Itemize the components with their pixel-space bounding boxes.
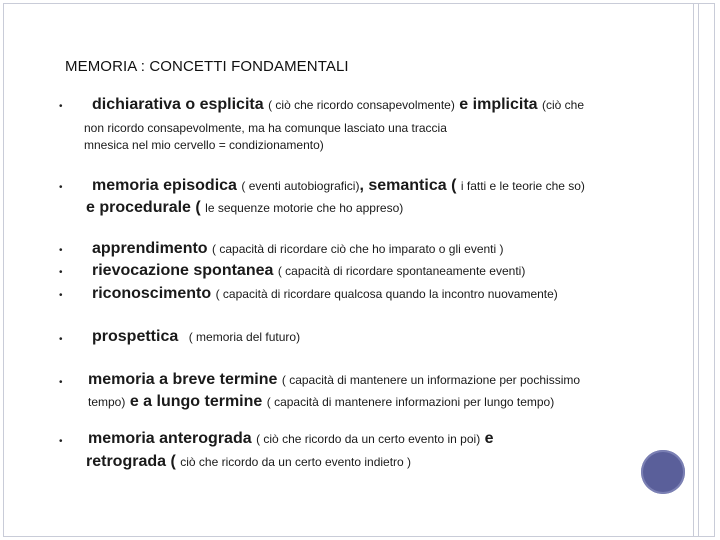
note-prospettica: ( memoria del futuro) bbox=[188, 330, 301, 344]
term-lungo-termine: e a lungo termine bbox=[129, 393, 263, 410]
note-retrograda: ciò che ricordo da un certo evento indietro ) bbox=[180, 455, 412, 469]
item-breve-termine-line1 bbox=[88, 371, 580, 389]
term-prospettica: prospettica bbox=[92, 328, 179, 345]
note-riconoscimento: ( capacità di ricordare qualcosa quando la incontro nuovamente) bbox=[215, 287, 558, 301]
bullet: • bbox=[59, 245, 63, 256]
item-retrograda-line2 bbox=[86, 453, 411, 471]
slide-title: MEMORIA : CONCETTI FONDAMENTALI bbox=[65, 58, 349, 75]
item-dichiarativa-line1 bbox=[92, 96, 584, 114]
term-breve-termine: memoria a breve termine bbox=[88, 371, 278, 388]
item-rievocazione bbox=[92, 262, 525, 280]
note-implicita: (ciò che bbox=[542, 98, 585, 112]
item-prospettica bbox=[92, 328, 300, 346]
term-procedurale: e procedurale ( bbox=[86, 199, 201, 216]
term-dichiarativa: dichiarativa o esplicita bbox=[92, 96, 264, 113]
term-retrograda: retrograda ( bbox=[86, 453, 176, 470]
item-dichiarativa-line3: mnesica nel mio cervello = condizionamento) bbox=[84, 138, 324, 152]
bullet: • bbox=[59, 377, 63, 388]
term-rievocazione: rievocazione spontanea bbox=[92, 262, 274, 279]
note-breve-termine: ( capacità di mantenere un informazione per pochissimo bbox=[281, 373, 581, 387]
note-anterograda: ( ciò che ricordo da un certo evento in poi) bbox=[256, 432, 481, 446]
term-semantica: , semantica ( bbox=[359, 177, 457, 194]
item-episodica-line1 bbox=[92, 177, 585, 195]
bullet: • bbox=[59, 267, 63, 278]
item-episodica-line2 bbox=[86, 199, 403, 217]
term-episodica: memoria episodica bbox=[92, 177, 237, 194]
item-dichiarativa-line2: non ricordo consapevolmente, ma ha comunque lasciato una traccia bbox=[84, 121, 447, 135]
item-riconoscimento bbox=[92, 285, 558, 303]
note-episodica: ( eventi autobiografici) bbox=[241, 179, 360, 193]
note-semantica: i fatti e le teorie che so) bbox=[460, 179, 585, 193]
note-lungo-termine: ( capacità di mantenere informazioni per lungo tempo) bbox=[266, 395, 555, 409]
bullet: • bbox=[59, 101, 63, 112]
term-anterograda: memoria anterograda bbox=[88, 430, 252, 447]
note-rievocazione: ( capacità di ricordare spontaneamente eventi) bbox=[277, 264, 526, 278]
slide-frame-right-line bbox=[693, 3, 694, 536]
note-dichiarativa: ( ciò che ricordo consapevolmente) bbox=[268, 98, 455, 112]
item-apprendimento bbox=[92, 240, 504, 258]
term-apprendimento: apprendimento bbox=[92, 240, 208, 257]
note-breve-termine-cont: tempo) bbox=[88, 395, 126, 409]
bullet: • bbox=[59, 290, 63, 301]
slide-frame-inner-line bbox=[698, 3, 699, 536]
bullet: • bbox=[59, 436, 63, 447]
item-breve-termine-line2 bbox=[88, 393, 554, 411]
note-procedurale: le sequenze motorie che ho appreso) bbox=[205, 201, 404, 215]
term-e: e bbox=[484, 430, 494, 447]
item-anterograda-line1 bbox=[88, 430, 494, 448]
decorative-circle bbox=[641, 450, 685, 494]
bullet: • bbox=[59, 182, 63, 193]
note-apprendimento: ( capacità di ricordare ciò che ho imparato o gli eventi ) bbox=[212, 242, 504, 256]
bullet: • bbox=[59, 334, 63, 345]
term-implicita: e implicita bbox=[459, 96, 538, 113]
term-riconoscimento: riconoscimento bbox=[92, 285, 212, 302]
